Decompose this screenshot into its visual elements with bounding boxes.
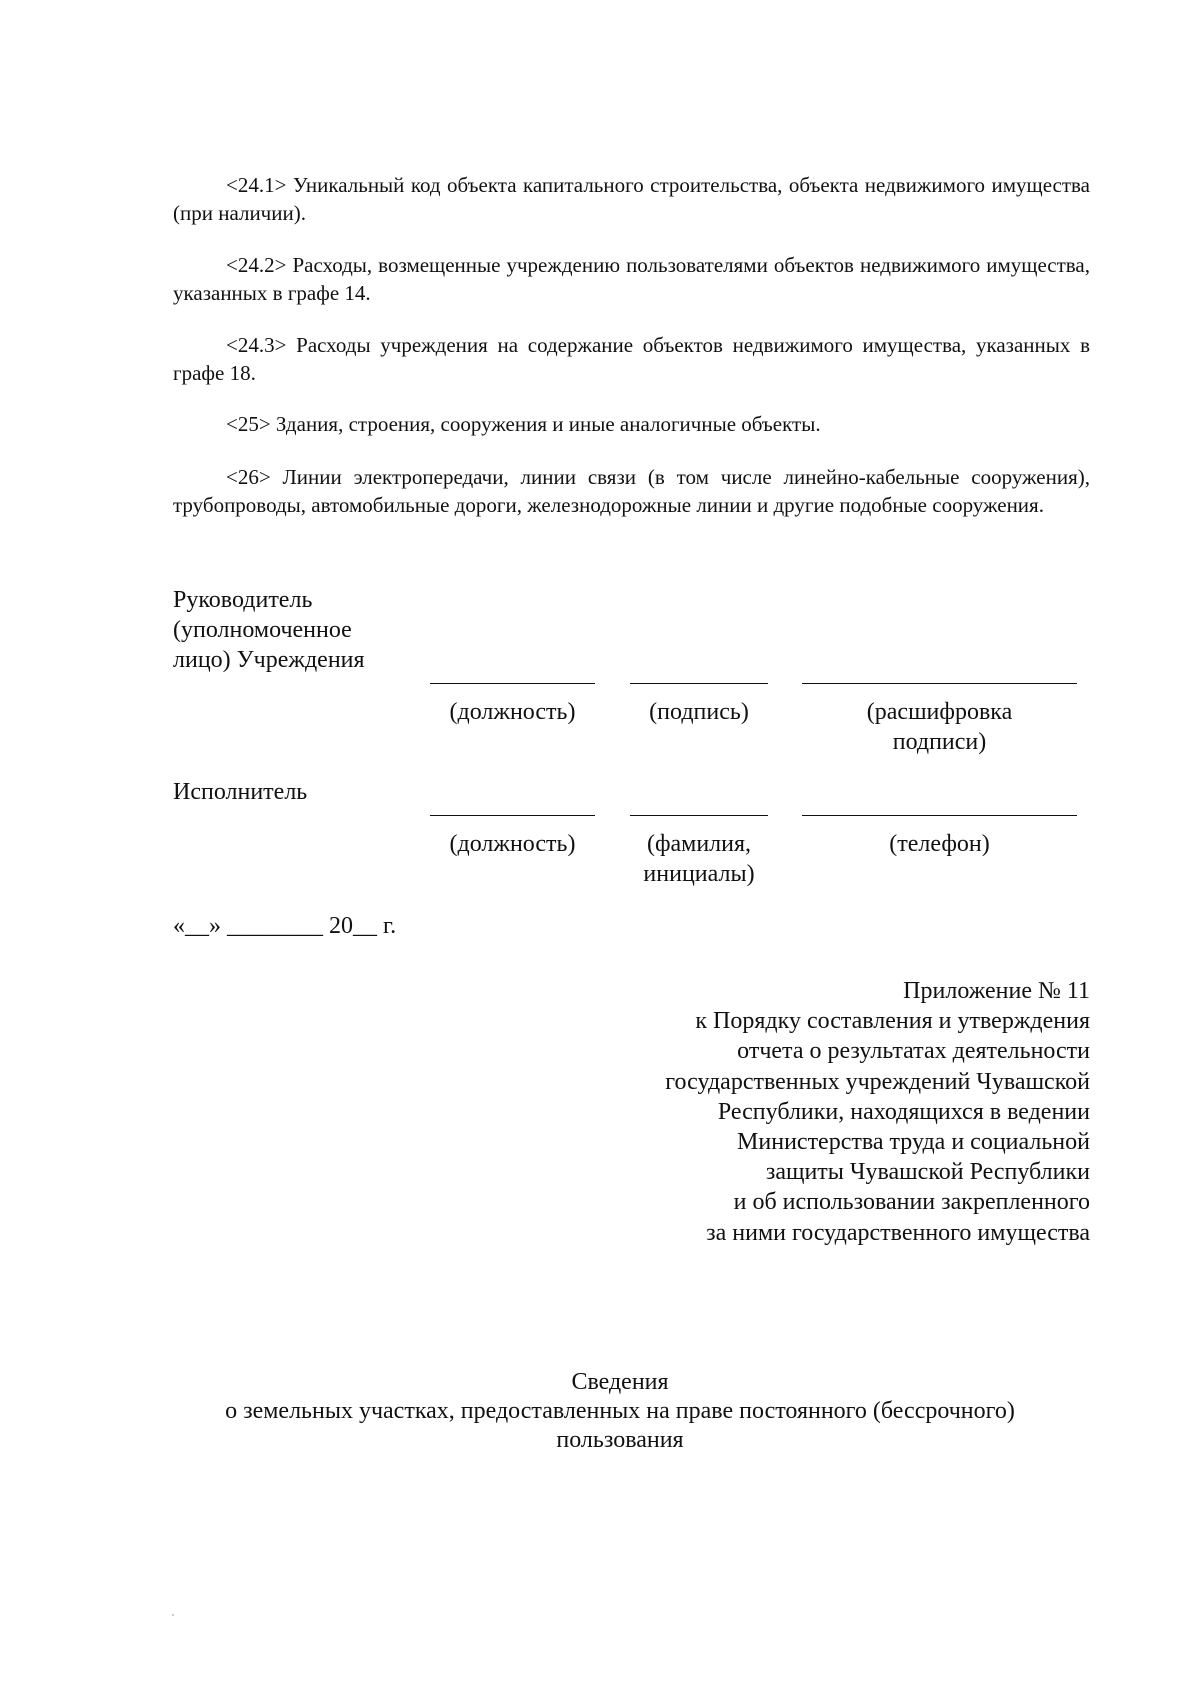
title-subtitle-1: о земельных участках, предоставленных на праве постоянного (бессрочного): [225, 1398, 1015, 1424]
head-label-line-1: Руководитель: [173, 587, 313, 613]
footnote-25: <25> Здания, строения, сооружения и иные аналогичные объекты.: [226, 412, 821, 436]
head-label-line-2: (уполномоченное: [173, 617, 352, 643]
appendix-line-8: и об использовании закрепленного: [733, 1189, 1090, 1216]
appendix-line-3: отчета о результатах деятельности: [737, 1038, 1090, 1065]
head-signature-line: [630, 683, 768, 684]
appendix-line-2: к Порядку составления и утверждения: [695, 1008, 1090, 1035]
date-line: «__» ________ 20__ г.: [173, 913, 397, 939]
footnote-24-2: <24.2> Расходы, возмещенные учреждению пользователями объектов недвижимого имущества, указанных в графе 14.: [173, 253, 1090, 305]
appendix-line-7: защиты Чувашской Республики: [765, 1159, 1090, 1186]
executor-phone-caption: (телефон): [889, 831, 990, 857]
executor-phone-line: [802, 815, 1077, 816]
appendix-line-6: Министерства труда и социальной: [737, 1129, 1090, 1156]
head-signature-caption: (подпись): [649, 699, 749, 725]
title-heading: Сведения: [571, 1369, 669, 1395]
head-decoding-line: [802, 683, 1077, 684]
head-position-caption: (должность): [449, 699, 576, 725]
head-position-line: [430, 683, 595, 684]
appendix-line-5: Республики, находящихся в ведении: [717, 1098, 1090, 1125]
appendix-line-1: Приложение № 11: [903, 978, 1090, 1004]
footnote-24-3: <24.3> Расходы учреждения на содержание объектов недвижимого имущества, указанных в графе 18.: [173, 333, 1090, 385]
executor-name-line: [630, 815, 768, 816]
document-title: [160, 1368, 1080, 1455]
executor-name-caption-2: инициалы): [643, 861, 755, 887]
appendix-line-4: государственных учреждений Чувашской: [665, 1068, 1090, 1095]
appendix-header: [530, 976, 1090, 1248]
head-decoding-caption-1: (расшифровка: [866, 699, 1013, 725]
executor-label: Исполнитель: [173, 779, 308, 805]
footnote-24-1: <24.1> Уникальный код объекта капитального строительства, объекта недвижимого имущества (при наличии).: [173, 173, 1090, 225]
head-label-line-3: лицо) Учреждения: [173, 647, 365, 673]
footnote-26: <26> Линии электропередачи, линии связи (в том числе линейно-кабельные сооружения), трубопроводы, автомобильные дороги, железнодорожные линии и другие подобные сооружения.: [173, 465, 1090, 517]
scan-dot: [172, 1614, 174, 1616]
executor-position-caption: (должность): [449, 831, 576, 857]
title-subtitle-2: пользования: [556, 1427, 684, 1453]
head-decoding-caption-2: подписи): [892, 729, 987, 755]
appendix-line-9: за ними государственного имущества: [706, 1219, 1090, 1246]
executor-position-line: [430, 815, 595, 816]
executor-name-caption-1: (фамилия,: [646, 831, 752, 857]
